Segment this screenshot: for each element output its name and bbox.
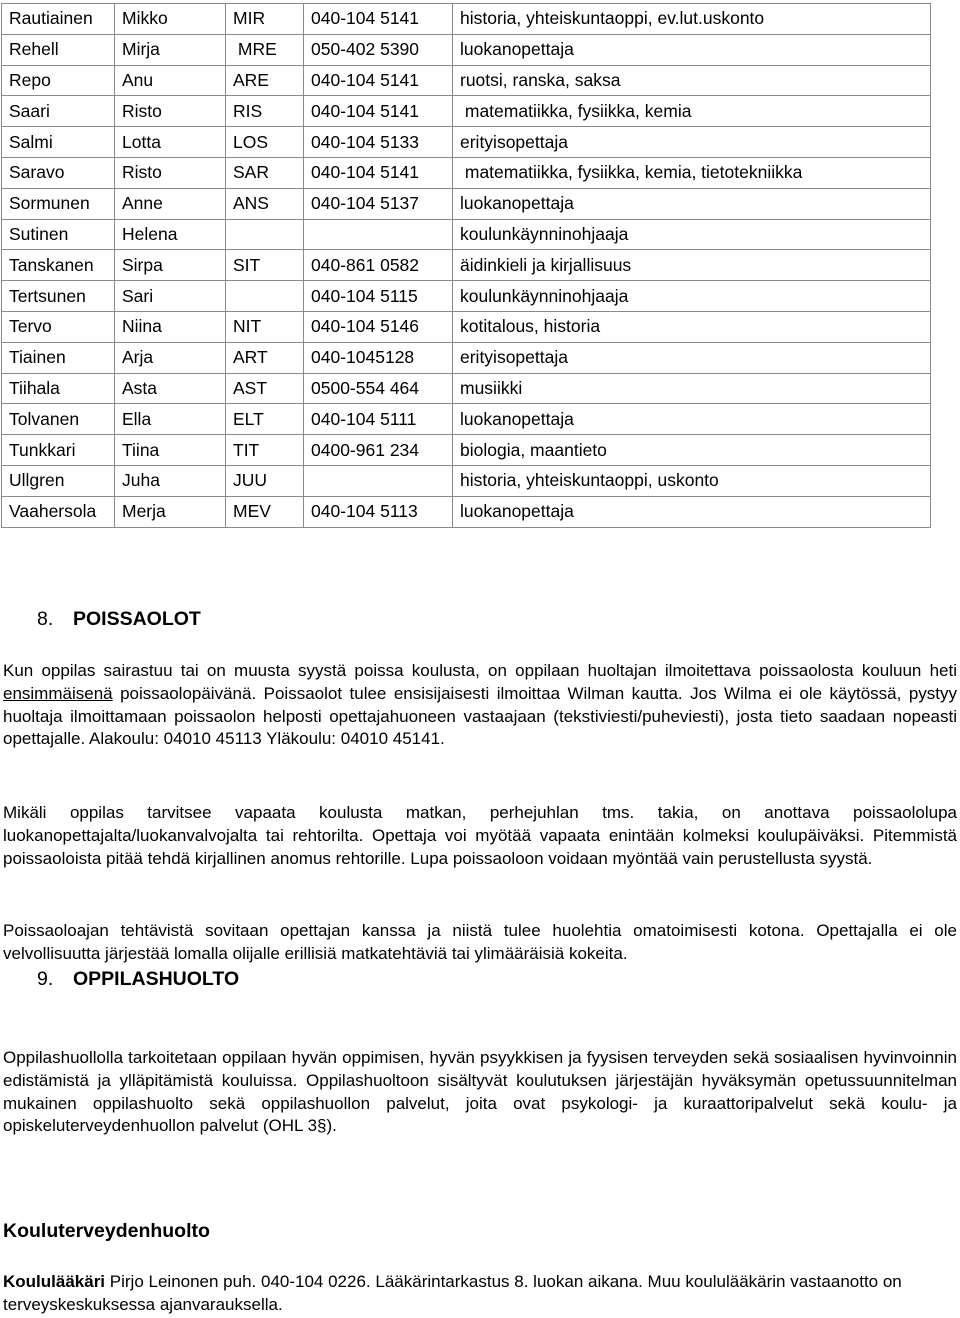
table-row xyxy=(2,188,931,219)
section-title: POISSAOLOT xyxy=(73,608,201,630)
phone-cell: 040-104 5141 xyxy=(304,4,453,35)
subjects-cell: luokanopettaja xyxy=(453,188,931,219)
subjects-cell: koulunkäynninohjaaja xyxy=(453,219,931,250)
table-row xyxy=(2,96,931,127)
initials-cell: ANS xyxy=(226,188,304,219)
welfare-paragraph: Oppilashuollolla tarkoitetaan oppilaan hyvän oppimisen, hyvän psyykkisen ja fyysisen terveyden sekä sosiaalisen hyvinvoinnin edistämistä ja ylläpitämistä kouluissa. Oppilashuoltoon sisältyvät koulutuksen järjestäjän hyväksymän opetussuunnitelman mukainen oppilashuolto sekä oppilashuollon palvelut, joita ovat psykologi- ja kuraattoripalvelut sekä koulu- ja opiskeluterveydenhuollon palvelut (OHL 3§). xyxy=(3,1048,957,1136)
phone-cell: 040-104 5141 xyxy=(304,157,453,188)
surname-cell: Rautiainen xyxy=(2,4,115,35)
subjects-cell: luokanopettaja xyxy=(453,34,931,65)
subjects-cell: matematiikka, fysiikka, kemia xyxy=(453,96,931,127)
phone-cell: 040-104 5146 xyxy=(304,311,453,342)
table-row xyxy=(2,250,931,281)
firstname-cell: Arja xyxy=(115,342,226,373)
surname-cell: Tiihala xyxy=(2,373,115,404)
section-number: 8. xyxy=(37,608,54,630)
subjects-cell: koulunkäynninohjaaja xyxy=(453,281,931,312)
absences-paragraph-3: Poissaoloajan tehtävistä sovitaan opettajan kanssa ja niistä tulee huolehtia omatoimisesti kotona. Opettajalla ei ole velvollisuutta järjestää lomalla olijalle erillisiä matkatehtäviä tai ylimääräisiä kokeita. xyxy=(3,921,957,963)
table-row xyxy=(2,65,931,96)
text-run: poissaolopäivänä. Poissaolot tulee ensisijaisesti ilmoittaa Wilman kautta. Jos Wilma ei ole käytössä, pystyy huoltaja ilmoittamaan poissaolon helposti opettajahuoneen vastaajaan (tekstiviesti/puheviesti), josta tieto saadaan nopeasti opettajalle. Alakoulu: 04010 45113 Yläkoulu: 04010 45141. xyxy=(3,683,957,749)
firstname-cell: Niina xyxy=(115,311,226,342)
surname-cell: Saravo xyxy=(2,157,115,188)
firstname-cell: Helena xyxy=(115,219,226,250)
surname-cell: Saari xyxy=(2,96,115,127)
phone-cell: 040-104 5113 xyxy=(304,496,453,527)
surname-cell: Tervo xyxy=(2,311,115,342)
phone-cell: 040-104 5111 xyxy=(304,404,453,435)
initials-cell: SIT xyxy=(226,250,304,281)
table-row xyxy=(2,4,931,35)
surname-cell: Sutinen xyxy=(2,219,115,250)
subjects-cell: matematiikka, fysiikka, kemia, tietotekniikka xyxy=(453,157,931,188)
subjects-cell: erityisopettaja xyxy=(453,127,931,158)
surname-cell: Tertsunen xyxy=(2,281,115,312)
absences-paragraph-2: Mikäli oppilas tarvitsee vapaata koulusta matkan, perhejuhlan tms. takia, on anottava poissaololupa luokanopettajalta/luokanvalvojalta tai rehtorilta. Opettaja voi myötää vapaata enintään kolmeksi koulupäiväksi. Pitemmistä poissaoloista pitää tehdä kirjallinen anomus rehtorille. Lupa poissaoloon voidaan myöntää vain perustellusta syystä. xyxy=(3,803,957,868)
surname-cell: Salmi xyxy=(2,127,115,158)
firstname-cell: Risto xyxy=(115,96,226,127)
surname-cell: Tunkkari xyxy=(2,435,115,466)
section-heading-student-welfare xyxy=(37,968,239,991)
phone-cell: 040-104 5137 xyxy=(304,188,453,219)
table-row xyxy=(2,342,931,373)
phone-cell xyxy=(304,465,453,496)
section-number: 9. xyxy=(37,968,54,990)
subjects-cell: luokanopettaja xyxy=(453,496,931,527)
initials-cell: ELT xyxy=(226,404,304,435)
initials-cell: MEV xyxy=(226,496,304,527)
initials-cell: RIS xyxy=(226,96,304,127)
absences-paragraph-1 xyxy=(3,660,957,751)
initials-cell xyxy=(226,219,304,250)
surname-cell: Repo xyxy=(2,65,115,96)
phone-cell: 040-104 5133 xyxy=(304,127,453,158)
staff-table xyxy=(1,3,931,528)
surname-cell: Tanskanen xyxy=(2,250,115,281)
initials-cell: LOS xyxy=(226,127,304,158)
initials-cell xyxy=(226,281,304,312)
initials-cell: JUU xyxy=(226,465,304,496)
initials-cell: TIT xyxy=(226,435,304,466)
phone-cell: 040-104 5115 xyxy=(304,281,453,312)
text-run: Kun oppilas sairastuu tai on muusta syystä poissa koulusta, on oppilaan huoltajan ilmoitettava poissaolosta kouluun heti xyxy=(3,661,957,680)
firstname-cell: Mikko xyxy=(115,4,226,35)
firstname-cell: Juha xyxy=(115,465,226,496)
initials-cell: SAR xyxy=(226,157,304,188)
table-row xyxy=(2,496,931,527)
surname-cell: Sormunen xyxy=(2,188,115,219)
subjects-cell: biologia, maantieto xyxy=(453,435,931,466)
initials-cell: ARE xyxy=(226,65,304,96)
surname-cell: Ullgren xyxy=(2,465,115,496)
initials-cell: MRE xyxy=(226,34,304,65)
subjects-cell: ruotsi, ranska, saksa xyxy=(453,65,931,96)
text-run: Pirjo Leinonen puh. 040-104 0226. Lääkärintarkastus 8. luokan aikana. Muu koululääkärin vastaanotto on terveyskeskuksessa ajanvarauksella. xyxy=(3,1272,902,1314)
phone-cell: 0500-554 464 xyxy=(304,373,453,404)
firstname-cell: Mirja xyxy=(115,34,226,65)
subjects-cell: kotitalous, historia xyxy=(453,311,931,342)
phone-cell: 040-1045128 xyxy=(304,342,453,373)
subjects-cell: erityisopettaja xyxy=(453,342,931,373)
table-row xyxy=(2,281,931,312)
subjects-cell: musiikki xyxy=(453,373,931,404)
subjects-cell: äidinkieli ja kirjallisuus xyxy=(453,250,931,281)
firstname-cell: Asta xyxy=(115,373,226,404)
initials-cell: NIT xyxy=(226,311,304,342)
surname-cell: Tolvanen xyxy=(2,404,115,435)
underlined-text: ensimmäisenä xyxy=(3,683,113,703)
firstname-cell: Merja xyxy=(115,496,226,527)
table-row xyxy=(2,435,931,466)
firstname-cell: Anu xyxy=(115,65,226,96)
phone-cell: 040-861 0582 xyxy=(304,250,453,281)
subjects-cell: luokanopettaja xyxy=(453,404,931,435)
firstname-cell: Anne xyxy=(115,188,226,219)
firstname-cell: Tiina xyxy=(115,435,226,466)
table-row xyxy=(2,465,931,496)
table-row xyxy=(2,34,931,65)
table-row xyxy=(2,219,931,250)
firstname-cell: Risto xyxy=(115,157,226,188)
table-row xyxy=(2,157,931,188)
staff-table-body xyxy=(2,4,931,528)
subjects-cell: historia, yhteiskuntaoppi, ev.lut.uskonto xyxy=(453,4,931,35)
table-row xyxy=(2,311,931,342)
surname-cell: Tiainen xyxy=(2,342,115,373)
phone-cell: 0400-961 234 xyxy=(304,435,453,466)
table-row xyxy=(2,373,931,404)
section-heading-absences xyxy=(37,608,201,631)
school-health-heading: Kouluterveydenhuolto xyxy=(3,1220,210,1242)
doctor-label: Koululääkäri xyxy=(3,1272,106,1291)
phone-cell: 040-104 5141 xyxy=(304,65,453,96)
phone-cell: 040-104 5141 xyxy=(304,96,453,127)
subjects-cell: historia, yhteiskuntaoppi, uskonto xyxy=(453,465,931,496)
table-row xyxy=(2,404,931,435)
initials-cell: ART xyxy=(226,342,304,373)
firstname-cell: Sari xyxy=(115,281,226,312)
school-health-paragraph xyxy=(3,1271,957,1317)
initials-cell: MIR xyxy=(226,4,304,35)
initials-cell: AST xyxy=(226,373,304,404)
surname-cell: Vaahersola xyxy=(2,496,115,527)
section-title: OPPILASHUOLTO xyxy=(73,968,240,990)
phone-cell xyxy=(304,219,453,250)
firstname-cell: Sirpa xyxy=(115,250,226,281)
table-row xyxy=(2,127,931,158)
firstname-cell: Ella xyxy=(115,404,226,435)
phone-cell: 050-402 5390 xyxy=(304,34,453,65)
firstname-cell: Lotta xyxy=(115,127,226,158)
surname-cell: Rehell xyxy=(2,34,115,65)
